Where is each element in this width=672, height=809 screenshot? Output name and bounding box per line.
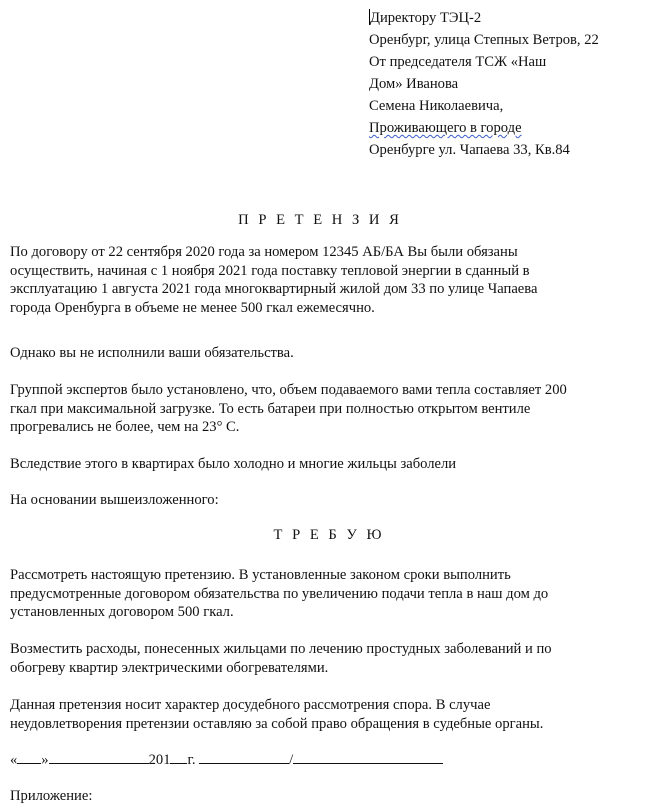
name-blank [293,750,443,764]
addressee-line: От председателя ТСЖ «Наш [369,54,547,70]
addressee-line: Оренбурге ул. Чапаева 33, Кв.84 [369,142,570,158]
open-quote: « [10,752,18,768]
paragraph-breach: Однако вы не исполнили ваши обязательства. [10,345,294,361]
demand-item-1: Рассмотреть настоящую претензию. В установленные законом сроки выполнить предусмотренные договором обязательства по увеличению подачи тепла в наш дом до установленных договором 500 гкал. [10,567,549,620]
close-quote: » [41,752,49,768]
year-blank [170,750,187,764]
paragraph-consequence: Вследствие этого в квартирах было холодно и многие жильцы заболели [10,456,457,472]
month-blank [49,750,149,764]
addressee-line: Директору ТЭЦ-2 [370,10,482,26]
demand-item-3: Данная претензия носит характер досудебного рассмотрения спора. В случае неудовлетворения претензии оставляю за собой право обращения в судебные органы. [10,697,544,732]
year-prefix: 201 [148,752,171,768]
demand-item-2: Возместить расходы, понесенных жильцами по лечению простудных заболеваний и по обогреву квартир электрическими обогревателями. [10,641,552,676]
signature-separator: / [289,752,294,768]
paragraph-contract: По договору от 22 сентября 2020 года за номером 12345 АБ/БА Вы были обязаны осуществить, начиная с 1 ноября 2021 года поставку тепловой энергии в сданный в эксплуатацию 1 августа 2021 года многоквартирный жилой дом 33 по улице Чапаева города Оренбурга в объеме не менее 500 гкал ежемесячно. [10,244,538,316]
addressee-line: Проживающего в городе [369,120,522,136]
addressee-line: Оренбург, улица Степных Ветров, 22 [369,32,599,48]
paragraph-experts: Группой экспертов было установлено, что, объем подаваемого вами тепла составляет 200 гкал при максимальной загрузке. То есть батареи при полностью открытом вентиле прогревались не более, чем на 23° С. [10,382,567,435]
addressee-block [369,7,669,161]
addressee-line: Дом» Иванова [369,76,459,92]
date-signature-line [10,750,443,769]
signature-blank [199,750,289,764]
demand-heading: Т Р Е Б У Ю [273,527,385,543]
document-title: П Р Е Т Е Н З И Я [238,212,402,228]
year-suffix: г. [187,752,196,768]
appendix-label: Приложение: [10,788,93,804]
paragraph-basis: На основании вышеизложенного: [10,492,219,508]
addressee-line: Семена Николаевича, [369,98,504,114]
day-blank [17,750,41,764]
